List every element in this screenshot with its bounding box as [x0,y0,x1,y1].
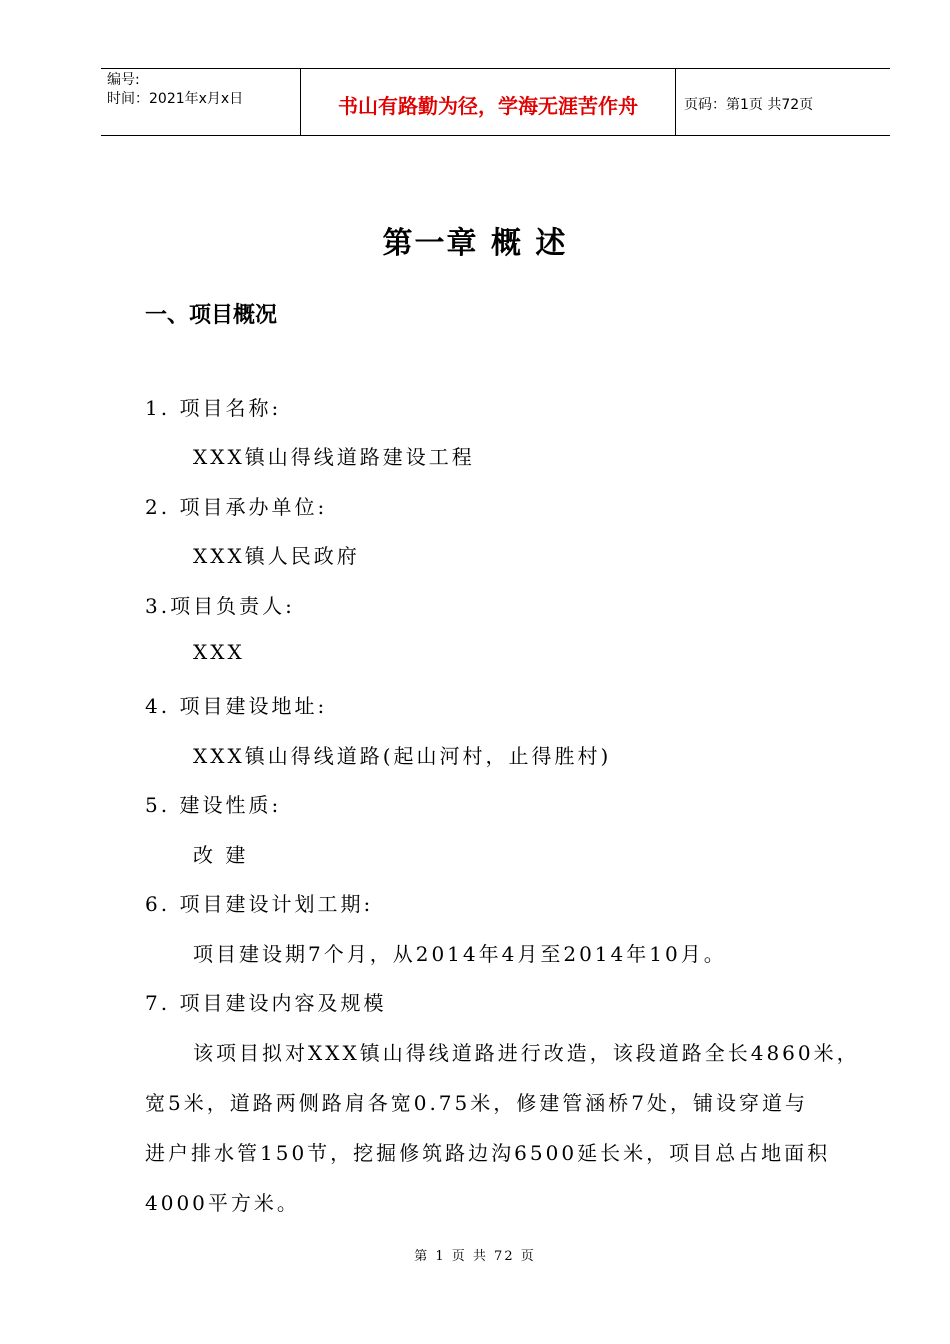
item-heading: 1. 项目名称: [145,396,282,420]
item-heading: 6. 项目建设计划工期: [145,892,374,916]
page-footer: 第 1 页 共 72 页 [414,1249,536,1264]
item-value: XXX镇山得线道路(起山河村，止得胜村) [193,744,612,768]
item-heading: 7. 项目建设内容及规模 [145,991,387,1015]
item-heading: 3.项目负责人: [145,594,295,618]
body-paragraph-line: 该项目拟对XXX镇山得线道路进行改造，该段道路全长4860米， [193,1041,860,1065]
header-page-info: 页码：第1页 共72页 [684,97,814,113]
item-value: XXX镇人民政府 [193,544,360,568]
item-value: 改 建 [193,843,249,867]
item-heading: 4. 项目建设地址: [145,694,328,718]
body-paragraph-line: 4000平方米。 [145,1191,300,1215]
chapter-title: 第一章 概 述 [382,226,568,261]
number-label: 编号: [107,72,140,88]
body-paragraph-line: 宽5米，道路两侧路肩各宽0.75米，修建管涵桥7处，铺设穿道与 [145,1091,808,1115]
item-value: 项目建设期7个月，从2014年4月至2014年10月。 [193,942,727,966]
time-label: 时间：2021年x月x日 [107,91,244,107]
body-paragraph-line: 进户排水管150节，挖掘修筑路边沟6500延长米，项目总占地面积 [145,1141,831,1165]
item-value: XXX镇山得线道路建设工程 [193,445,475,469]
item-value: XXX [193,640,245,664]
item-heading: 2. 项目承办单位: [145,495,328,519]
item-heading: 5. 建设性质: [145,793,282,817]
header-motto: 书山有路勤为径，学海无涯苦作舟 [301,69,676,135]
section-title: 一、项目概况 [145,303,278,328]
page-header [101,68,890,136]
header-meta [101,69,301,135]
